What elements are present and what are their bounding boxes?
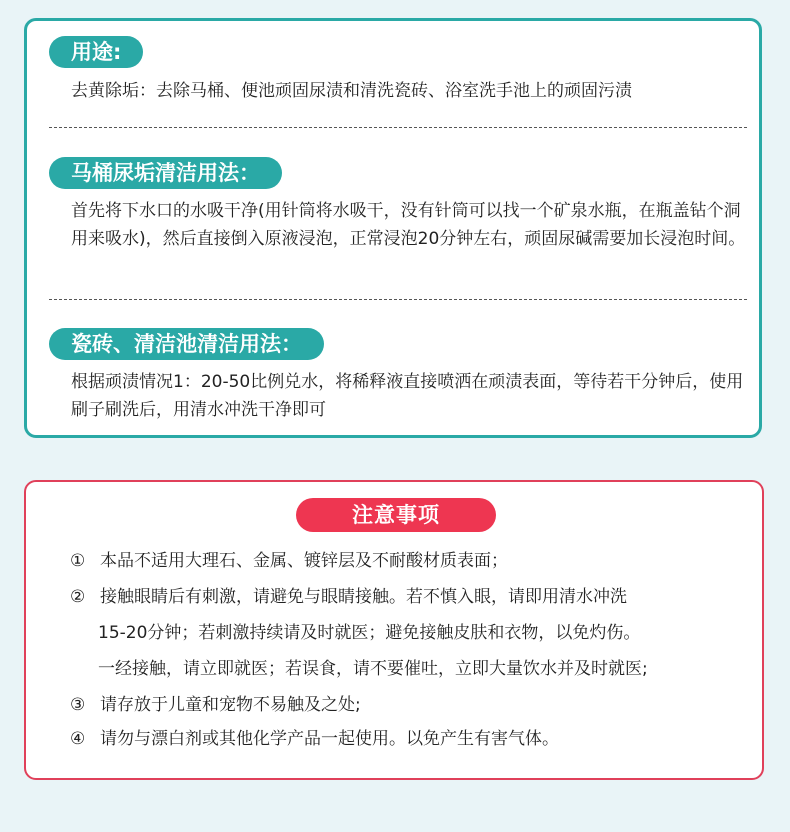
divider-2 bbox=[49, 299, 747, 300]
note-text-2-line-3: 一经接触，请立即就医；若误食，请不要催吐，立即大量饮水并及时就医; bbox=[98, 659, 648, 679]
note-text-4: 请勿与漂白剂或其他化学产品一起使用。以免产生有害气体。 bbox=[100, 729, 559, 749]
note-item-2 bbox=[70, 580, 627, 614]
tile-text: 根据顽渍情况1：20-50比例兑水，将稀释液直接喷洒在顽渍表面，等待若干分钟后，使用刷子刷洗后，用清水冲洗干净即可 bbox=[71, 372, 744, 420]
toilet-title-pill: 马桶尿垢清洁用法： bbox=[49, 157, 282, 189]
note-number-4: ④ bbox=[70, 729, 86, 749]
notes-card bbox=[24, 480, 764, 780]
note-number-3: ③ bbox=[70, 695, 86, 715]
usage-text: 去黄除垢：去除马桶、便池顽固尿渍和清洗瓷砖、浴室洗手池上的顽固污渍 bbox=[71, 81, 632, 101]
note-text-1: 本品不适用大理石、金属、镀锌层及不耐酸材质表面； bbox=[100, 551, 508, 571]
note-item-4 bbox=[70, 722, 559, 756]
note-text-2-line-2: 15-20分钟；若刺激持续请及时就医；避免接触皮肤和衣物，以免灼伤。 bbox=[98, 623, 641, 643]
tile-title-pill: 瓷砖、清洁池清洁用法： bbox=[49, 328, 324, 360]
divider-1 bbox=[49, 127, 747, 128]
note-text-2-line-1: 接触眼睛后有刺激，请避免与眼睛接触。若不慎入眼，请即用清水冲洗 bbox=[100, 587, 627, 607]
note-item-1 bbox=[70, 544, 508, 578]
note-number-1: ① bbox=[70, 551, 86, 571]
note-number-2: ② bbox=[70, 587, 86, 607]
toilet-text: 首先将下水口的水吸干净(用针筒将水吸干，没有针筒可以找一个矿泉水瓶，在瓶盖钻个洞用来吸水)，然后直接倒入原液浸泡，正常浸泡20分钟左右，顽固尿碱需要加长浸泡时间。 bbox=[71, 201, 746, 249]
usage-card bbox=[24, 18, 762, 438]
usage-title-pill: 用途: bbox=[49, 36, 143, 68]
note-text-3: 请存放于儿童和宠物不易触及之处; bbox=[100, 695, 361, 715]
notes-title-pill: 注意事项 bbox=[296, 498, 496, 532]
note-item-3 bbox=[70, 688, 361, 722]
